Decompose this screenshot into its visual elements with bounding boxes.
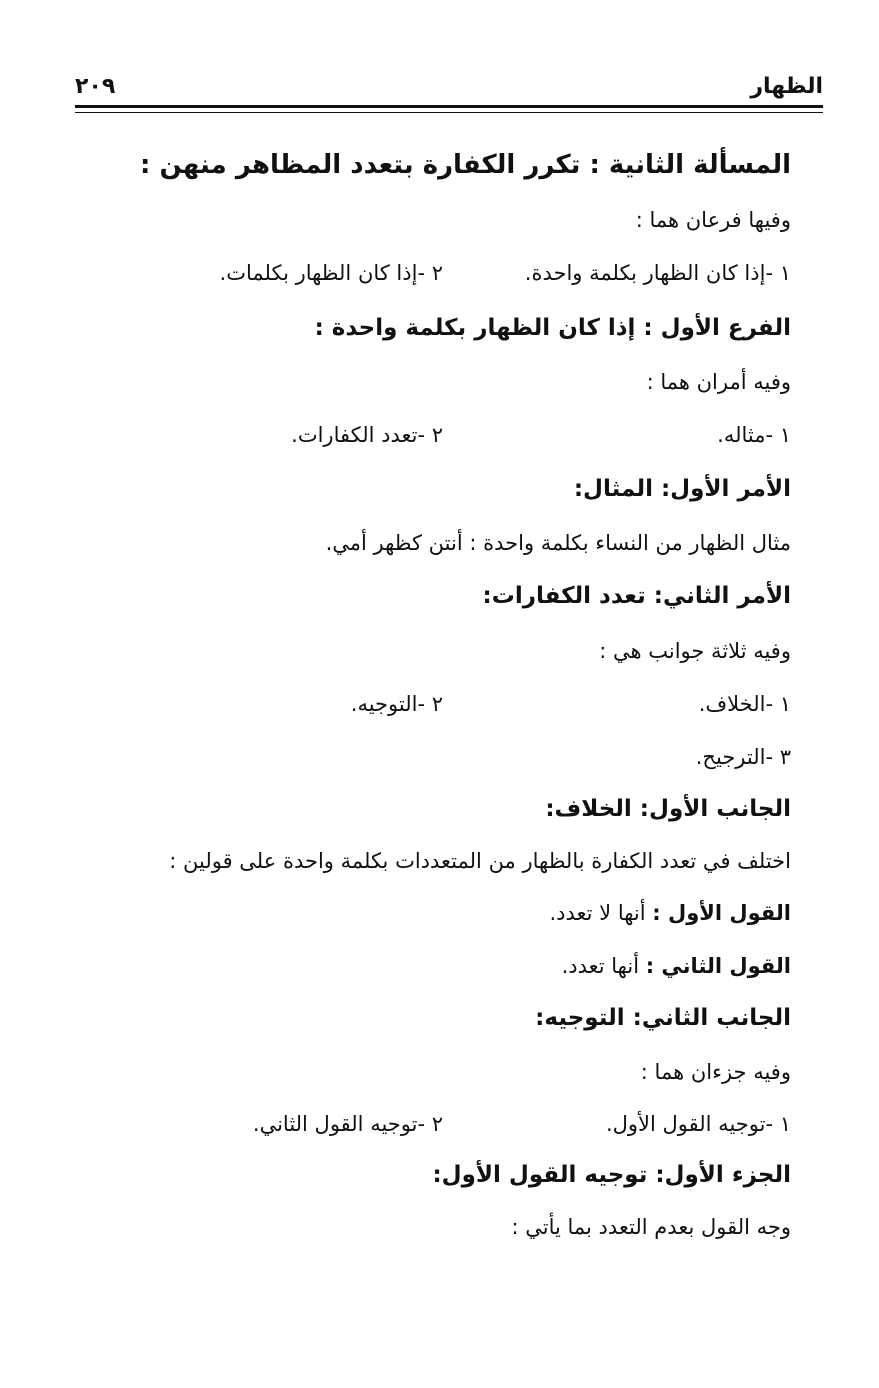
opinion-one — [549, 898, 791, 928]
part-item-1: ١ -توجيه القول الأول. — [605, 1112, 791, 1136]
header-rule-thin — [75, 112, 823, 113]
aspect-item-1: ١ -الخلاف. — [698, 692, 791, 716]
aspect-item-3: ٣ -الترجيح. — [695, 745, 791, 769]
heading-branch-one: الفرع الأول : إذا كان الظهار بكلمة واحدة : — [314, 315, 791, 341]
heading-aspect-two: الجانب الثاني: التوجيه: — [535, 1005, 791, 1031]
opinion-one-label: القول الأول : — [652, 901, 791, 925]
header-rule-thick — [75, 105, 823, 108]
part-item-2: ٢ -توجيه القول الثاني. — [252, 1112, 443, 1136]
heading-issue-two: المسألة الثانية : تكرر الكفارة بتعدد المظاهر منهن : — [140, 150, 791, 180]
branch-item-1: ١ -إذا كان الظهار بكلمة واحدة. — [524, 261, 791, 285]
heading-matter-one: الأمر الأول: المثال: — [573, 476, 791, 502]
disagreement-text: اختلف في تعدد الكفارة بالظهار من المتعددات بكلمة واحدة على قولين : — [169, 849, 791, 873]
heading-aspect-one: الجانب الأول: الخلاف: — [545, 796, 791, 822]
branch-item-2: ٢ -إذا كان الظهار بكلمات. — [219, 261, 443, 285]
page-header — [75, 72, 823, 102]
running-title: الظهار — [750, 74, 823, 99]
intro-aspects: وفيه ثلاثة جوانب هي : — [599, 639, 791, 663]
heading-matter-two: الأمر الثاني: تعدد الكفارات: — [482, 583, 791, 609]
matter-item-1: ١ -مثاله. — [717, 423, 791, 447]
matter-item-2: ٢ -تعدد الكفارات. — [291, 423, 443, 447]
reason-intro: وجه القول بعدم التعدد بما يأتي : — [511, 1215, 791, 1239]
opinion-two-label: القول الثاني : — [645, 954, 791, 978]
intro-branches: وفيها فرعان هما : — [635, 208, 791, 232]
heading-part-one: الجزء الأول: توجيه القول الأول: — [432, 1162, 791, 1188]
page-number: ٢٠٩ — [75, 74, 116, 99]
aspect-item-2: ٢ -التوجيه. — [350, 692, 443, 716]
opinion-one-text: أنها لا تعدد. — [549, 901, 653, 925]
intro-parts: وفيه جزءان هما : — [640, 1060, 791, 1084]
example-text: مثال الظهار من النساء بكلمة واحدة : أنتن كظهر أمي. — [325, 531, 791, 555]
intro-matters: وفيه أمران هما : — [646, 370, 791, 394]
opinion-two-text: أنها تعدد. — [561, 954, 646, 978]
opinion-two — [562, 951, 791, 981]
